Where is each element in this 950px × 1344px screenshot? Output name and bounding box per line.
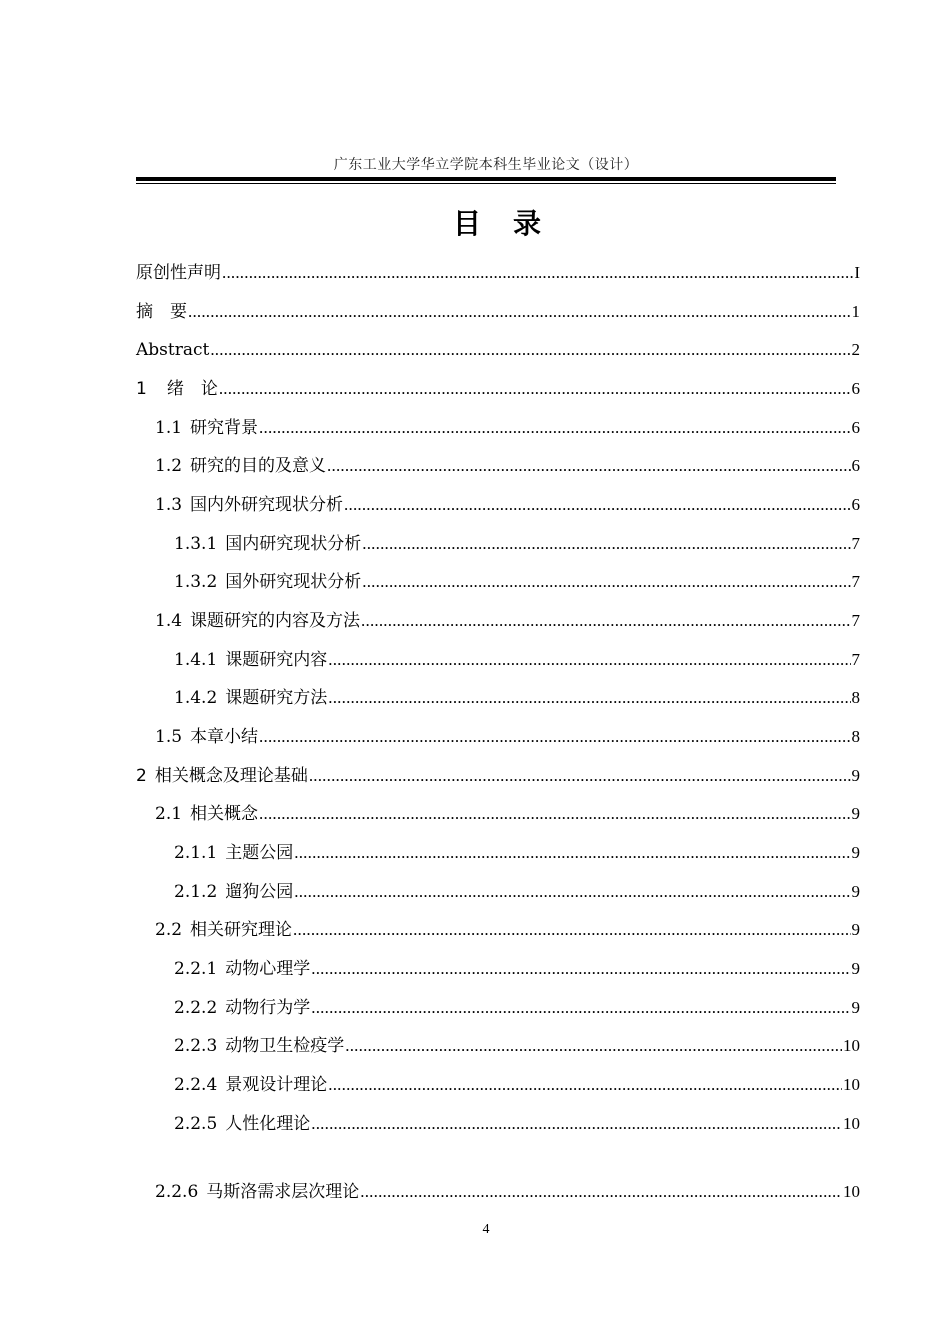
toc-entry-page: 10 <box>843 1075 860 1094</box>
toc-entry-label: 相关研究理论 <box>190 920 293 940</box>
toc-entry-page: 9 <box>851 882 860 901</box>
toc-entry-1-1[interactable] <box>136 415 860 441</box>
toc-entry-number: 2.1.1 <box>174 843 218 863</box>
toc-entry-1-3-2[interactable] <box>136 569 860 595</box>
toc-leader-dots <box>345 1033 842 1059</box>
toc-entry-2-2-2[interactable] <box>136 995 860 1021</box>
toc-entry-page: 7 <box>851 572 860 591</box>
toc-entry-label: 原创性声明 <box>136 263 221 283</box>
toc-entry-page: 6 <box>851 418 860 437</box>
toc-entry-label: 马斯洛需求层次理论 <box>206 1182 360 1202</box>
toc-entry-label: Abstract <box>136 340 210 360</box>
toc-entry-number: 1.3 <box>155 495 183 515</box>
toc-entry-page: 8 <box>851 727 860 746</box>
toc-entry-page: 9 <box>851 959 860 978</box>
toc-entry-page: 9 <box>851 920 860 939</box>
toc-entry-abstract-en[interactable] <box>136 337 860 363</box>
toc-entry-number: 1.2 <box>155 456 183 476</box>
toc-entry-label: 课题研究的内容及方法 <box>190 611 361 631</box>
toc-entry-number: 1.1 <box>155 418 183 438</box>
toc-leader-dots <box>311 995 850 1021</box>
toc-entry-1-4-2[interactable] <box>136 685 860 711</box>
toc-entry-number: 1.3.1 <box>174 534 218 554</box>
page-number: 4 <box>482 1222 490 1237</box>
toc-entry-2-2-6[interactable] <box>136 1179 860 1205</box>
toc-entry-page: I <box>854 263 860 282</box>
toc-leader-dots <box>259 724 850 750</box>
toc-entry-label: 国内研究现状分析 <box>225 534 362 554</box>
toc-entry-page: 10 <box>843 1036 860 1055</box>
page-title: 目 录 <box>452 207 543 240</box>
toc-leader-dots <box>219 376 851 402</box>
toc-entry-page: 6 <box>851 495 860 514</box>
toc-entry-number: 1 <box>136 379 147 399</box>
toc-entry-1-5[interactable] <box>136 724 860 750</box>
toc-leader-dots <box>293 917 850 943</box>
toc-entry-page: 7 <box>851 611 860 630</box>
toc-entry-page: 9 <box>851 998 860 1017</box>
toc-entry-number: 1.5 <box>155 727 183 747</box>
toc-entry-label: 相关概念 <box>190 804 259 824</box>
toc-entry-page: 7 <box>851 650 860 669</box>
toc-entry-number: 2.1.2 <box>174 882 218 902</box>
toc-entry-number: 2.2.2 <box>174 998 218 1018</box>
toc-entry-number: 2.2.1 <box>174 959 218 979</box>
toc-entry-label: 课题研究方法 <box>225 688 328 708</box>
toc-entry-label: 研究的目的及意义 <box>190 456 327 476</box>
toc-entry-2-2-4[interactable] <box>136 1072 860 1098</box>
toc-entry-2-1-2[interactable] <box>136 879 860 905</box>
toc-leader-dots <box>294 879 850 905</box>
toc-entry-number: 1.3.2 <box>174 572 218 592</box>
toc-entry-label: 遛狗公园 <box>225 882 294 902</box>
toc-entry-2-2[interactable] <box>136 917 860 943</box>
toc-leader-dots <box>294 840 850 866</box>
toc-leader-dots <box>328 647 850 673</box>
toc-entry-page: 9 <box>851 804 860 823</box>
header-rule-thin <box>136 183 836 184</box>
toc-entry-number: 2.2.3 <box>174 1036 218 1056</box>
running-header: 广东工业大学华立学院本科生毕业论文（设计） <box>333 157 639 173</box>
toc-leader-dots <box>360 1179 842 1205</box>
toc-entry-page: 10 <box>843 1182 860 1201</box>
toc-entry-originality[interactable] <box>136 260 860 286</box>
toc-entry-number: 2 <box>136 766 147 786</box>
toc-entry-number: 2.2.5 <box>174 1114 218 1134</box>
toc-leader-dots <box>327 453 850 479</box>
toc-leader-dots <box>362 531 850 557</box>
toc-entry-number: 2.2 <box>155 920 183 940</box>
toc-leader-dots <box>328 1072 842 1098</box>
toc-entry-label: 国内外研究现状分析 <box>190 495 344 515</box>
toc-entry-1-4[interactable] <box>136 608 860 634</box>
toc-entry-2-2-5[interactable] <box>136 1111 860 1137</box>
toc-leader-dots <box>259 415 850 441</box>
toc-entry-1-3-1[interactable] <box>136 531 860 557</box>
toc-entry-label: 人性化理论 <box>225 1114 311 1134</box>
toc-leader-dots <box>309 763 851 789</box>
toc-entry-2-1-1[interactable] <box>136 840 860 866</box>
toc-entry-chapter-1[interactable] <box>136 376 860 402</box>
toc-entry-page: 8 <box>851 688 860 707</box>
toc-entry-label: 研究背景 <box>190 418 259 438</box>
toc-entry-label: 动物行为学 <box>225 998 311 1018</box>
toc-entry-1-2[interactable] <box>136 453 860 479</box>
toc-leader-dots <box>311 956 850 982</box>
toc-entry-label: 动物心理学 <box>225 959 311 979</box>
toc-entry-chapter-2[interactable] <box>136 763 860 789</box>
toc-entry-2-2-3[interactable] <box>136 1033 860 1059</box>
toc-entry-page: 6 <box>851 456 860 475</box>
toc-leader-dots <box>328 685 850 711</box>
toc-entry-2-1[interactable] <box>136 801 860 827</box>
toc-leader-dots <box>210 337 850 363</box>
toc-leader-dots <box>361 608 850 634</box>
toc-leader-dots <box>188 299 851 325</box>
toc-entry-page: 10 <box>843 1114 860 1133</box>
toc-entry-number: 1.4.1 <box>174 650 218 670</box>
toc-leader-dots <box>222 260 853 286</box>
toc-entry-label: 动物卫生检疫学 <box>225 1036 345 1056</box>
toc-entry-2-2-1[interactable] <box>136 956 860 982</box>
toc-entry-label: 景观设计理论 <box>225 1075 328 1095</box>
toc-entry-label: 相关概念及理论基础 <box>154 766 308 786</box>
toc-entry-page: 9 <box>851 766 860 785</box>
toc-entry-label: 绪 论 <box>166 379 218 399</box>
toc-entry-abstract-cn[interactable] <box>136 299 860 325</box>
toc-entry-number: 2.2.6 <box>155 1182 199 1202</box>
toc-entry-page: 7 <box>851 534 860 553</box>
toc-entry-1-4-1[interactable] <box>136 647 860 673</box>
toc-entry-label: 主题公园 <box>225 843 294 863</box>
toc-entry-1-3[interactable] <box>136 492 860 518</box>
toc-entry-page: 2 <box>851 340 860 359</box>
toc-entry-number: 1.4 <box>155 611 183 631</box>
toc-entry-page: 1 <box>851 302 860 321</box>
toc-entry-page: 9 <box>851 843 860 862</box>
toc-leader-dots <box>344 492 850 518</box>
toc-entry-number: 1.4.2 <box>174 688 218 708</box>
toc-entry-label: 国外研究现状分析 <box>225 572 362 592</box>
header-rule-thick <box>136 177 836 181</box>
toc-leader-dots <box>362 569 850 595</box>
toc-entry-label: 摘 要 <box>136 302 187 322</box>
toc-entry-label: 课题研究内容 <box>225 650 328 670</box>
toc-entry-page: 6 <box>851 379 860 398</box>
toc-leader-dots <box>311 1111 842 1137</box>
toc-entry-number: 2.1 <box>155 804 183 824</box>
toc-leader-dots <box>259 801 850 827</box>
toc-entry-label: 本章小结 <box>190 727 259 747</box>
toc-entry-number: 2.2.4 <box>174 1075 218 1095</box>
